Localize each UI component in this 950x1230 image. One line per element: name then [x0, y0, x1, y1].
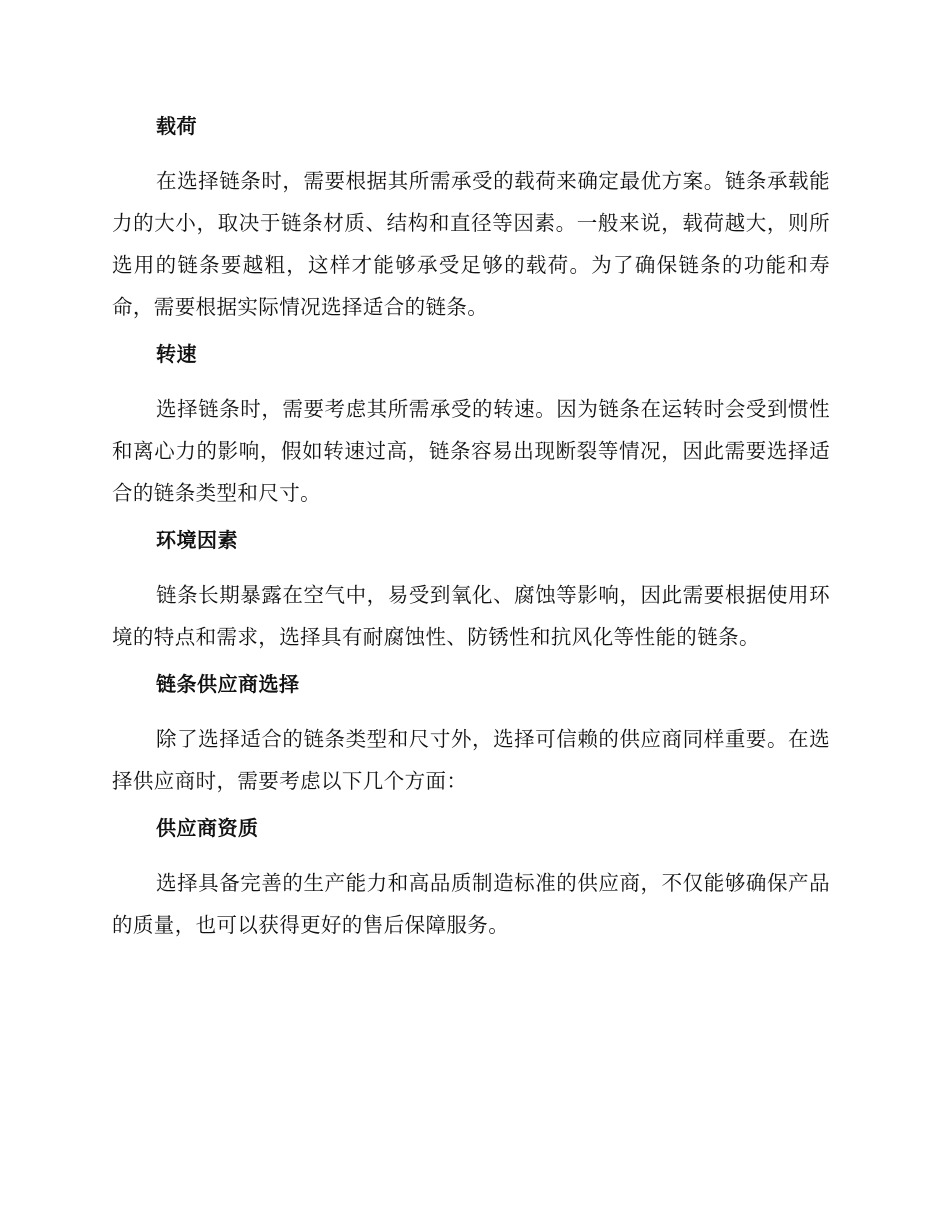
section-body-speed: 选择链条时，需要考虑其所需承受的转速。因为链条在运转时会受到惯性和离心力的影响，假如转速过高，链条容易出现断裂等情况，因此需要选择适合的链条类型和尺寸。	[112, 397, 830, 505]
section-heading-supplier-qualification: 供应商资质	[156, 816, 259, 840]
section-body-supplier-selection: 除了选择适合的链条类型和尺寸外，选择可信赖的供应商同样重要。在选择供应商时，需要考虑以下几个方面：	[112, 727, 830, 793]
section-body-supplier-qualification: 选择具备完善的生产能力和高品质制造标准的供应商，不仅能够确保产品的质量，也可以获得更好的售后保障服务。	[112, 871, 830, 937]
section-heading-load: 载荷	[156, 114, 197, 138]
section-heading-environment: 环境因素	[156, 528, 238, 552]
section-heading-speed: 转速	[156, 342, 197, 366]
section-heading-supplier-selection: 链条供应商选择	[156, 672, 300, 696]
section-body-environment: 链条长期暴露在空气中，易受到氧化、腐蚀等影响，因此需要根据使用环境的特点和需求，选择具有耐腐蚀性、防锈性和抗风化等性能的链条。	[112, 583, 830, 649]
section-body-load: 在选择链条时，需要根据其所需承受的载荷来确定最优方案。链条承载能力的大小，取决于链条材质、结构和直径等因素。一般来说，载荷越大，则所选用的链条要越粗，这样才能够承受足够的载荷。为了确保链条的功能和寿命，需要根据实际情况选择适合的链条。	[112, 169, 830, 319]
